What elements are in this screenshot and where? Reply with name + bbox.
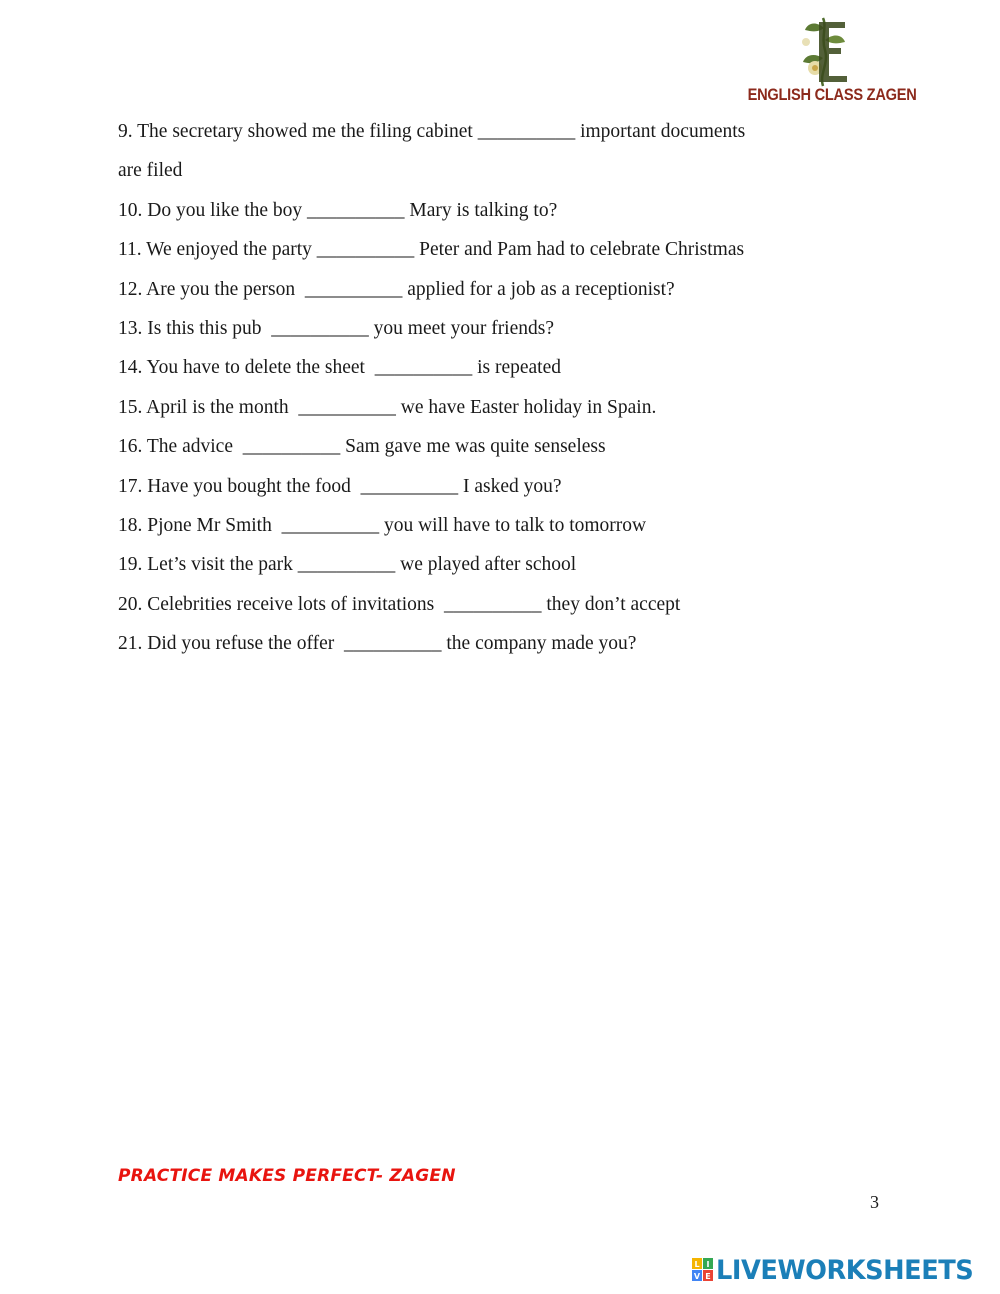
svg-text:I: I <box>706 1260 710 1269</box>
question-list <box>118 112 878 663</box>
logo-emblem-icon <box>735 14 915 89</box>
svg-text:L: L <box>694 1260 700 1269</box>
page-number: 3 <box>870 1192 879 1212</box>
svg-text:E: E <box>705 1272 711 1281</box>
question-line: 21. Did you refuse the offer __________ the company made you? <box>118 633 637 655</box>
logo-title: ENGLISH CLASS ZAGEN <box>747 85 917 104</box>
liveworksheets-icon <box>692 1257 714 1283</box>
question-line: 9. The secretary showed me the filing cabinet __________ important documents <box>118 121 746 142</box>
question-line: 12. Are you the person __________ applied for a job as a receptionist? <box>118 278 675 300</box>
brand-logo <box>735 14 915 110</box>
svg-text:V: V <box>693 1272 701 1281</box>
question-line: are filed <box>118 160 183 182</box>
question-line: 20. Celebrities receive lots of invitations __________ they don’t accept <box>118 593 681 615</box>
question-line: 19. Let’s visit the park __________ we played after school <box>118 554 577 576</box>
question-line: 14. You have to delete the sheet __________ is repeated <box>118 357 561 379</box>
question-line: 13. Is this this pub __________ you meet your friends? <box>118 317 554 339</box>
liveworksheets-label: LIVEWORKSHEETS <box>716 1254 974 1286</box>
question-line: 16. The advice __________ Sam gave me was quite senseless <box>118 436 606 458</box>
question-line: 17. Have you bought the food __________ I asked you? <box>118 475 562 497</box>
question-line: 10. Do you like the boy __________ Mary is talking to? <box>118 199 558 221</box>
question-line: 15. April is the month __________ we have Easter holiday in Spain. <box>118 396 657 418</box>
question-line: 18. Pjone Mr Smith __________ you will have to talk to tomorrow <box>118 514 647 536</box>
question-line: 11. We enjoyed the party __________ Peter and Pam had to celebrate Christmas <box>118 239 745 261</box>
liveworksheets-badge[interactable] <box>692 1256 987 1284</box>
footer-motto: PRACTICE MAKES PERFECT- ZAGEN <box>118 1166 456 1186</box>
